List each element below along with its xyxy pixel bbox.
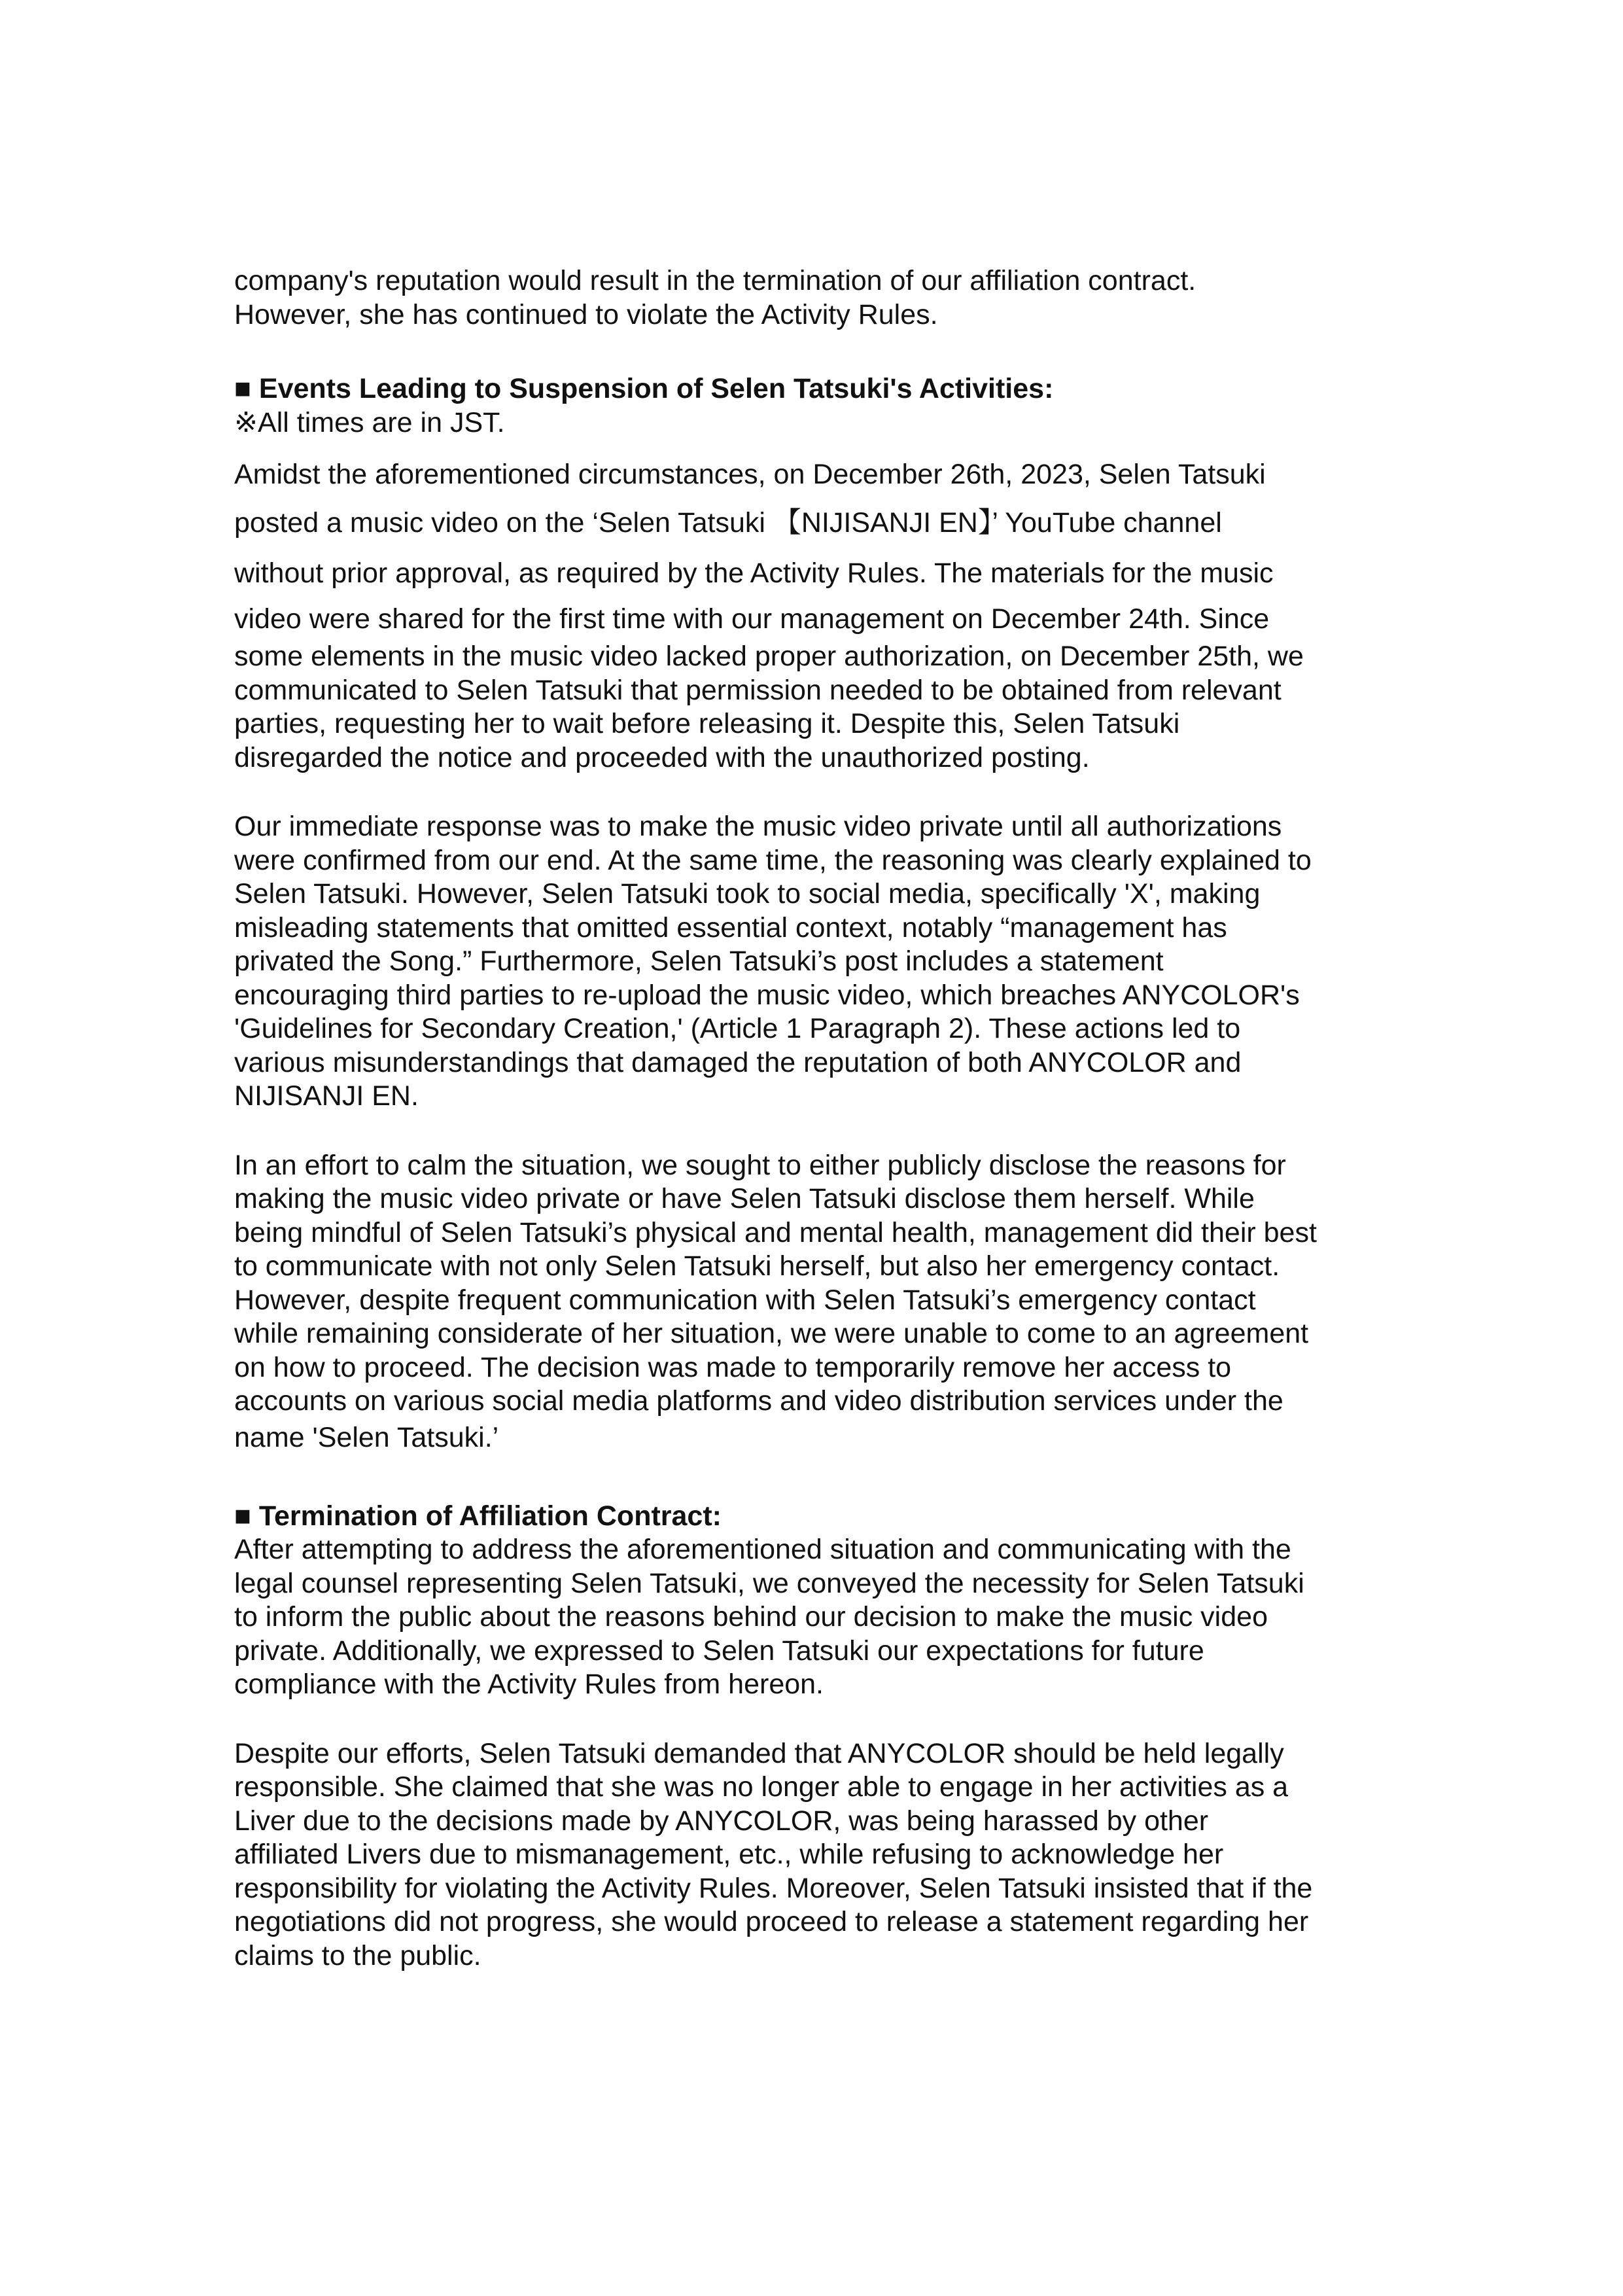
text-line: accounts on various social media platforms and video distribution services under the <box>234 1385 1283 1417</box>
text-line: name 'Selen Tatsuki.’ <box>234 1421 499 1453</box>
spacer <box>234 1457 1412 1500</box>
text-line: Selen Tatsuki. However, Selen Tatsuki took to social media, specifically 'X', making <box>234 878 1261 910</box>
text-line: compliance with the Activity Rules from hereon. <box>234 1669 824 1700</box>
text-line: legal counsel representing Selen Tatsuki, we conveyed the necessity for Selen Tatsuki <box>234 1567 1304 1599</box>
paragraph <box>234 810 1412 1114</box>
text-line: on how to proceed. The decision was made to temporarily remove her access to <box>234 1351 1232 1383</box>
spacer <box>234 775 1412 810</box>
text-line: However, she has continued to violate the Activity Rules. <box>234 298 938 330</box>
text-line: communicated to Selen Tatsuki that permission needed to be obtained from relevant <box>234 674 1282 706</box>
text-line: without prior approval, as required by the Activity Rules. The materials for the music <box>234 557 1274 589</box>
text-line: while remaining considerate of her situation, we were unable to come to an agreement <box>234 1318 1309 1349</box>
text-line: responsibility for violating the Activity Rules. Moreover, Selen Tatsuki insisted that if the <box>234 1872 1313 1904</box>
section-heading: ■ Termination of Affiliation Contract: <box>234 1500 722 1532</box>
text-line: NIJISANJI EN. <box>234 1080 419 1112</box>
text-line: making the music video private or have Selen Tatsuki disclose them herself. While <box>234 1183 1255 1214</box>
text-line: privated the Song.” Furthermore, Selen Tatsuki’s post includes a statement <box>234 945 1164 977</box>
text-line: Despite our efforts, Selen Tatsuki demanded that ANYCOLOR should be held legally <box>234 1737 1284 1769</box>
text-line: Liver due to the decisions made by ANYCOLOR, was being harassed by other <box>234 1805 1209 1837</box>
note-line: ※All times are in JST. <box>234 406 505 438</box>
paragraph <box>234 451 1412 775</box>
text-line: being mindful of Selen Tatsuki’s physical and mental health, management did their best <box>234 1216 1317 1248</box>
text-line: After attempting to address the aforementioned situation and communicating with the <box>234 1534 1291 1565</box>
text-line: negotiations did not progress, she would proceed to release a statement regarding her <box>234 1906 1309 1937</box>
text-line: video were shared for the first time with our management on December 24th. Since <box>234 603 1270 635</box>
text-line: misleading statements that omitted essential context, notably “management has <box>234 911 1227 944</box>
text-line: to communicate with not only Selen Tatsuki herself, but also her emergency contact. <box>234 1250 1280 1282</box>
text-line: various misunderstandings that damaged the reputation of both ANYCOLOR and <box>234 1046 1242 1078</box>
text-line: some elements in the music video lacked proper authorization, on December 25th, we <box>234 641 1304 672</box>
text-line: to inform the public about the reasons behind our decision to make the music video <box>234 1601 1268 1633</box>
spacer <box>234 332 1412 372</box>
text-line: However, despite frequent communication with Selen Tatsuki’s emergency contact <box>234 1284 1256 1316</box>
text-line: disregarded the notice and proceeded with the unauthorized posting. <box>234 741 1090 773</box>
paragraph <box>234 1533 1412 1702</box>
text-line: responsible. She claimed that she was no longer able to engage in her activities as a <box>234 1771 1289 1803</box>
section-heading: ■ Events Leading to Suspension of Selen Tatsuki's Activities: <box>234 373 1054 404</box>
paragraph <box>234 1737 1412 1973</box>
text-line: claims to the public. <box>234 1939 481 1971</box>
text-line: 'Guidelines for Secondary Creation,' (Article 1 Paragraph 2). These actions led to <box>234 1013 1241 1044</box>
text-line: Our immediate response was to make the music video private until all authorizations <box>234 811 1282 842</box>
paragraph <box>234 1149 1412 1457</box>
text-line: Amidst the aforementioned circumstances, on December 26th, 2023, Selen Tatsuki <box>234 459 1266 490</box>
text-line: posted a music video on the ‘Selen Tatsuki 【NIJISANJI EN】’ YouTube channel <box>234 507 1222 539</box>
text-line: parties, requesting her to wait before releasing it. Despite this, Selen Tatsuki <box>234 708 1180 739</box>
spacer <box>234 1702 1412 1737</box>
text-line: encouraging third parties to re-upload the music video, which breaches ANYCOLOR's <box>234 979 1300 1011</box>
text-line: affiliated Livers due to mismanagement, etc., while refusing to acknowledge her <box>234 1839 1224 1870</box>
text-line: private. Additionally, we expressed to Selen Tatsuki our expectations for future <box>234 1634 1204 1667</box>
section-termination <box>234 1500 1412 1973</box>
text-line: In an effort to calm the situation, we sought to either publicly disclose the reasons for <box>234 1149 1286 1181</box>
intro-paragraph <box>234 264 1412 332</box>
spacer <box>234 1114 1412 1149</box>
text-line: were confirmed from our end. At the same time, the reasoning was clearly explained to <box>234 844 1312 876</box>
text-line: company's reputation would result in the termination of our affiliation contract. <box>234 265 1196 296</box>
document-page <box>234 264 1412 1973</box>
section-suspension <box>234 372 1412 1457</box>
